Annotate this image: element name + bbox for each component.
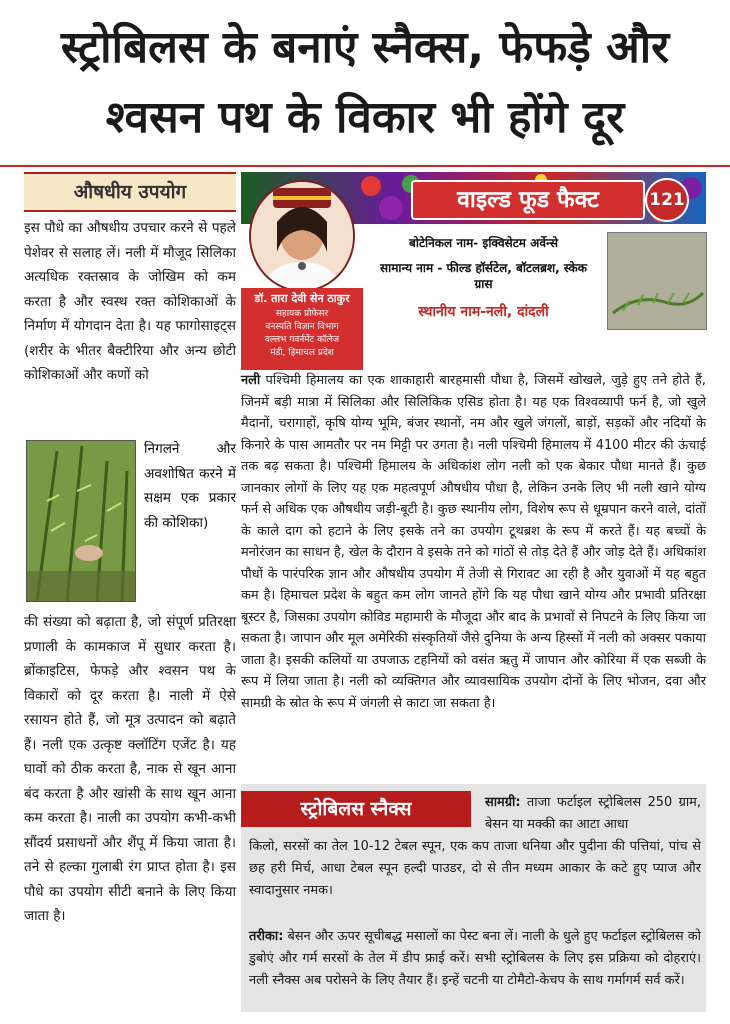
method-text: बेसन और ऊपर सूचीबद्ध मसालों का पेस्ट बना लें। नाली के धुले हुए फर्टाइल स्ट्रोबिलस को डुबोएं और गर्म सरसों के तेल में डीप फ्राई करें। सभी स्ट्रोबिलस के लिए इस प्रक्रिया को दोहराएं। नली स्नैक्स अब परोसने के लिए तैयार हैं। इन्हें चटनी या टोमैटो-केचप के साथ गर्मागर्म सर्व करें। [249, 929, 701, 988]
botanical-name: बोटेनिकल नाम- इक्विसेटम अर्वेन्से [409, 236, 558, 250]
main-article [241, 370, 706, 714]
section-heading [24, 172, 236, 212]
recipe-ingredients-rest: किलो, सरसों का तेल 10-12 टेबल स्पून, एक कप ताजा धनिया और पुदीना की पत्तियां, पांच से छह हरी मिर्च, आधा टेबल स्पून हल्दी पाउडर, दो से तीन मध्यम आकार के कटे हुए प्याज और स्वादानुसार नमक। [249, 839, 701, 898]
author-photo [249, 180, 355, 292]
section-heading-text: औषधीय उपयोग [73, 181, 187, 203]
headline-line-1: स्ट्रोबिलस के बनाएं स्नैक्स, फेफड़े और [60, 22, 670, 73]
left-column [24, 172, 236, 1012]
right-column [241, 172, 706, 1012]
author-portrait [251, 182, 353, 290]
author-name: डॉ. तारा देवी सेन ठाकुर [254, 292, 350, 305]
author-role: सहायक प्रोफेसर [275, 309, 329, 319]
common-name: सामान्य नाम - फील्ड हॉर्सटेल, बॉटलब्रश, स्केक ग्रास [380, 261, 587, 291]
article-lead-word: नली [241, 373, 261, 388]
ingredients-label: सामग्री: [485, 795, 521, 810]
banner-title: वाइल्ड फूड फैक्ट [411, 180, 645, 220]
plant-photo-graphic [27, 441, 135, 601]
ingredients-top-text: ताजा फर्टाइल स्ट्रोबिलस 250 ग्राम, बेसन या मक्की का आटा आधा [485, 795, 701, 832]
recipe-ingredients-top [485, 792, 701, 836]
headline-divider [0, 165, 730, 167]
medicinal-use-paragraph-top: इस पौधे का औषधीय उपचार करने से पहले पेशेवर से सलाह लें। नली में मौजूद सिलिका अत्यधिक रक्तस्राव के जोखिम को कम करता है और स्वस्थ रक्त कोशिकाओं के निर्माण में योगदान देता है। यह फागोसाइट्स (शरीर के भीतर बैक्टीरिया और अन्य छोटी कोशिकाओं और कणों को [24, 220, 236, 383]
author-dept: वनस्पति विज्ञान विभाग [265, 322, 339, 332]
author-college: वल्लभ गवर्नमेंट कॉलेज [264, 335, 340, 345]
horsetail-photo [607, 232, 707, 330]
headline [0, 0, 730, 162]
recipe-box [241, 784, 706, 1012]
author-place: मंडी, हिमाचल प्रदेश [270, 348, 334, 358]
medicinal-use-paragraph-bottom: की संख्या को बढ़ाता है, जो संपूर्ण प्रतिरक्षा प्रणाली के कामकाज में सुधार करता है। ब्रोंकाइटिस, फेफड़े और श्वसन पथ के विकारों को दूर करता है। नाली में ऐसे रसायन होते हैं, जो मूत्र उत्पादन को बढ़ाते हैं। नली एक उत्कृष्ट क्लॉटिंग एजेंट है। यह घावों को ठीक करता है, नाक से खून आना बंद करता है और खांसी के साथ खून आना कम करता है। नाली का उपयोग कभी-कभी सौंदर्य प्रसाधनों और शैंपू में किया जाता है। तने से हल्का गुलाबी रंग प्राप्त होता है। इस पौधे का उपयोग सीटी बनाने के लिए किया जाता है। [24, 614, 236, 924]
local-name: स्थानीय नाम-नली, दांदली [418, 304, 549, 320]
method-label: तरीका: [249, 929, 284, 944]
recipe-method [249, 926, 701, 992]
plant-photo [26, 440, 136, 602]
fact-number-badge: 121 [645, 178, 689, 222]
medicinal-use-paragraph-wrap: निगलने और अवशोषित करने में सक्षम एक प्रकार की कोशिका) [144, 441, 236, 531]
headline-line-2: श्वसन पथ के विकार भी होंगे दूर [105, 92, 625, 143]
article-body: पश्चिमी हिमालय का एक शाकाहारी बारहमासी पौधा है, जिसमें खोखले, जुड़े हुए तने होते हैं, जिनमें बड़ी मात्रा में सिलिका और सिलिकिक एसिड होता है। यह एक विश्वव्यापी फर्न है, जो खुले मैदानों, चरागाहों, कृषि योग्य भूमि, बंजर स्थानों, नम और खुले जंगलों, बाड़ों, सड़कों और नदियों के किनारे के पास आमतौर पर नम मिट्टी पर उगता है। नली पश्चिमी हिमालय में 4100 मीटर की ऊंचाई तक बढ़ सकता है। पश्चिमी हिमालय के अधिकांश लोग नली को एक बेकार पौधा मानते हैं। कुछ जानकार लोगों के लिए यह एक महत्वपूर्ण औषधीय पौधा है, लेकिन उनके लिए भी नली खाने योग्य फर्न से अधिक एक औषधीय जड़ी-बूटी है। कुछ स्थानीय लोग, विशेष रूप से धूम्रपान करने वाले, दांतों के काले दाग को हटाने के लिए इसके तने का उपयोग टूथब्रश के रूप में करते हैं। यह बच्चों के मनोरंजन का साधन है, खेल के दौरान वे इसके तने को गांठों से तोड़ देते हैं और जोड़ देते हैं। अधिकांश पौधों के पारंपरिक ज्ञान और औषधीय उपयोग में तेजी से गिरावट आ रही है और युवाओं में यह बहुत कम है। हिमाचल प्रदेश के बहुत कम लोग जानते होंगे कि यह पौधा खाने योग्य और प्रभावी प्रतिरक्षा बूस्टर है, जिसका उपयोग कोविड महामारी के मौजूदा और बाद के प्रभावों से निपटने के लिए किया जा सकता है। जापान और मूल अमेरिकी संस्कृतियों जैसे दुनिया के अन्य हिस्सों में नली को अक्सर पकाया जाता है। इसकी कलियों या उपजाऊ टहनियों को वसंत ऋतु में जापान और कोरिया में एक सब्जी के रूप में लिया जाता है। नली को व्यक्तिगत और व्यावसायिक उपयोग दोनों के लिए भोजन, दवा और सामग्री के स्रोत के रूप में जंगली से काटा जा सकता है। [241, 373, 706, 711]
horsetail-photo-graphic [608, 233, 706, 329]
author-info-box [241, 288, 363, 370]
recipe-heading: स्ट्रोबिलस स्नैक्स [241, 791, 471, 827]
